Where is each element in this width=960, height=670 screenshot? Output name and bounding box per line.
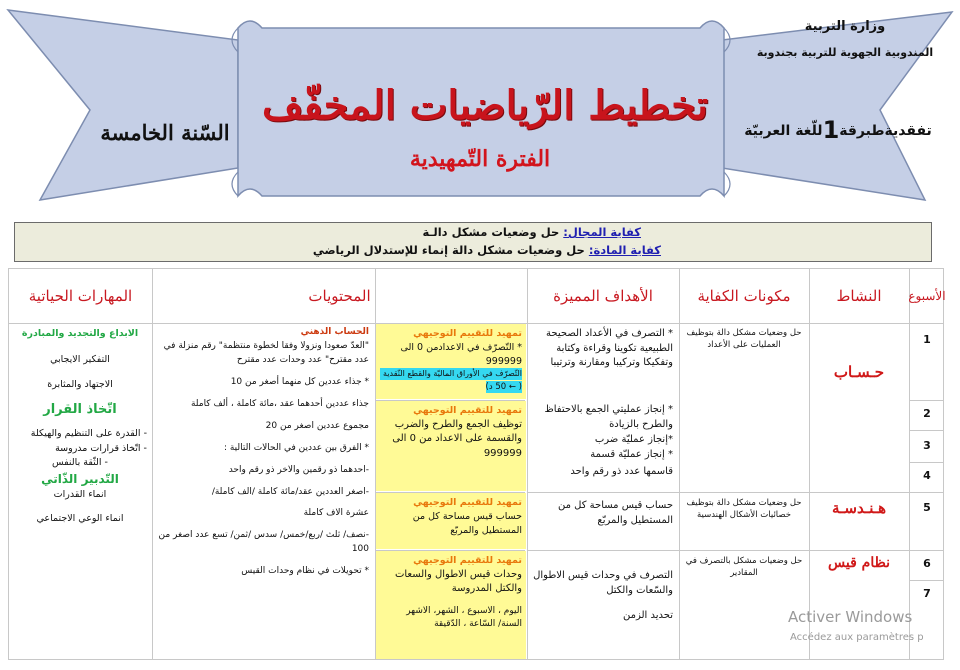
domain-competency-label: كفاية المجال: bbox=[563, 225, 641, 239]
component-measurement: حل وضعيات مشكل بالتصرف في المقادير bbox=[685, 556, 803, 579]
mental-math-line: "العدّ صعودا ونزولا وفقا لخطوة منتظمة" رقم منزلة في عدد مقترح" عدد وحدات عدد مقترح bbox=[163, 340, 369, 365]
planning-table bbox=[8, 268, 944, 660]
row-divider bbox=[909, 462, 943, 463]
header-weeks: الأسبوع bbox=[908, 289, 946, 303]
objective-divide: * إنجاز عمليّة قسمة bbox=[590, 449, 673, 460]
activity-measurement: نظام قيس bbox=[828, 555, 890, 571]
mental-math-line: * الفرق بين عددين في الحالات التالية : bbox=[223, 442, 369, 453]
objective-time: تحديد الزمن bbox=[622, 610, 673, 621]
page-title: تخطيط الرّياضيات المخفّف bbox=[261, 82, 709, 129]
life-skill-item: التفكير الايجابي bbox=[50, 354, 110, 366]
col-divider bbox=[909, 269, 910, 659]
method-mid: طبرقة bbox=[839, 123, 885, 139]
mental-math-line: * تحويلات في نظام وحدات القيس bbox=[241, 566, 369, 577]
ministry-name: وزارة التربية bbox=[804, 19, 886, 34]
header-objectives: الأهداف المميزة bbox=[553, 287, 653, 305]
header-life-skills: المهارات الحياتية bbox=[28, 287, 133, 305]
objective-multiply: *إنجاز عمليّة ضرب bbox=[594, 434, 673, 445]
header-content: المحتويات bbox=[308, 287, 371, 305]
method-number: 1 bbox=[822, 116, 840, 144]
row-divider bbox=[909, 430, 943, 431]
objective-area: حساب قيس مساحة كل من المستطيل والمربّع bbox=[558, 500, 673, 526]
competency-box bbox=[14, 222, 932, 262]
col-divider bbox=[679, 269, 680, 659]
domain-competency bbox=[423, 225, 641, 239]
method-suffix: للّغة العربيّة bbox=[744, 123, 823, 139]
week-number: 6 bbox=[923, 557, 931, 570]
page-subtitle: الفترة التّمهيدية bbox=[409, 146, 551, 172]
header-activity: النشاط bbox=[836, 287, 882, 305]
mental-math-line: -نصف/ ثلث /ربع/خمس/ سدس /ثمن/ تسع عدد اصغر من 100 bbox=[158, 530, 369, 555]
row-divider bbox=[527, 550, 943, 551]
activation-watermark: Activer Windows bbox=[788, 608, 913, 626]
life-skill-item: انماء القدرات bbox=[53, 489, 107, 500]
component-arithmetic: حل وضعيات مشكل دالة بتوظيف العمليات على الأعداد bbox=[686, 328, 802, 351]
content-money-highlight: التّصرّف في الأوراق الماليّة والقطع النّقدية bbox=[380, 368, 522, 380]
diagnostic-tag: تمهيد للتقييم التوجيهي bbox=[413, 328, 522, 339]
activation-watermark-sub: Accédez aux paramètres p bbox=[790, 632, 924, 643]
content-block-numbers bbox=[376, 324, 526, 399]
life-skill-item: - القدرة على التنظيم والهيكلة bbox=[30, 428, 147, 440]
subject-competency-label: كفاية المادة: bbox=[588, 243, 661, 257]
objective-units: التصرف في وحدات قيس الاطوال والسّعات والكتل bbox=[533, 570, 673, 596]
content-units-text: وحدات قيس الاطوال والسعات والكتل المدروسة bbox=[394, 568, 522, 595]
content-mental-math bbox=[157, 326, 369, 579]
content-operations-text: توظيف الجمع والطرح والضرب والقسمة على الاعداد من 0 الى 999999 bbox=[392, 418, 522, 459]
row-divider bbox=[527, 492, 943, 493]
diagnostic-tag: تمهيد للتقييم التوجيهي bbox=[413, 497, 522, 508]
row-divider bbox=[909, 400, 943, 401]
week-number: 7 bbox=[923, 587, 931, 600]
col-divider bbox=[152, 269, 153, 659]
objective-divisor: قاسمها عدد ذو رقم واحد bbox=[570, 466, 673, 477]
content-block-operations bbox=[376, 401, 526, 491]
life-skill-item: انماء الوعي الاجتماعي bbox=[36, 513, 124, 525]
objective-add-sub: * إنجاز عمليتي الجمع بالاحتفاظ والطرح بالزيادة bbox=[544, 404, 673, 430]
mental-math-line: -احدهما ذو رقمين والاخر ذو رقم واحد bbox=[228, 464, 369, 475]
content-block-area bbox=[376, 493, 526, 549]
subject-competency-text: حل وضعيات مشكل دالة إنماء للإستدلال الرياضي bbox=[312, 243, 585, 257]
mental-math-line: -اصغر العددين عقد/مائة كاملة /الف كاملة/ bbox=[211, 486, 369, 497]
mental-math-line: مجموع عددين اصغر من 20 bbox=[265, 420, 369, 431]
activity-geometry: هـنـدسـة bbox=[831, 499, 887, 517]
life-skill-item: التّدبير الذّاتي bbox=[41, 472, 119, 486]
mental-math-line: * جذاء عددين كل منهما أصغر من 10 bbox=[230, 376, 369, 387]
mental-math-line: عشرة الاف كاملة bbox=[303, 508, 369, 519]
week-number: 5 bbox=[923, 501, 931, 514]
component-geometry: حل وضعيات مشكل دالة بتوظيف خصائيات الأشكال الهندسية bbox=[686, 498, 802, 521]
mental-math-line: جذاء عددين أحدهما عقد ،مائة كاملة ، ألف كاملة bbox=[190, 398, 369, 409]
content-time-text: اليوم ، الاسبوع ، الشهر، الاشهر السنة/ السّاعة ، الدّقيقة bbox=[406, 605, 522, 629]
grade-label: السّنة الخامسة bbox=[100, 120, 230, 145]
mental-math-title: الحساب الذهني bbox=[300, 327, 369, 337]
ministry-block bbox=[750, 18, 940, 60]
content-money-range: ( ← 50 د) bbox=[485, 381, 522, 392]
content-area-text: حساب قيس مساحة كل من المستطيل والمربّع bbox=[412, 510, 522, 536]
objective-numbers: * التصرف في الأعداد الصحيحة الطبيعية تكوينا وقراءة وكتابة وتفكيكا وتركيبا ومقارنة وترتيبا bbox=[546, 328, 673, 368]
life-skill-item: اتّخاذ القرار bbox=[43, 401, 117, 417]
diagnostic-tag: تمهيد للتقييم التوجيهي bbox=[413, 555, 522, 566]
col-divider bbox=[527, 269, 528, 659]
life-skills-list bbox=[13, 327, 147, 527]
row-divider bbox=[909, 580, 943, 581]
life-skill-item: الابداع والتجديد والمبادرة bbox=[21, 328, 139, 339]
col-divider bbox=[809, 269, 810, 659]
subject-competency bbox=[313, 243, 661, 257]
life-skill-item: - الثّقة بالنفس bbox=[52, 456, 108, 468]
inspection-block bbox=[738, 112, 938, 148]
header-banner bbox=[0, 0, 960, 215]
domain-competency-text: حل وضعيات مشكل دالـة bbox=[422, 225, 560, 239]
activity-arithmetic: حـسـاب bbox=[833, 363, 885, 381]
life-skill-item: الاجتهاد والمثابرة bbox=[47, 378, 113, 390]
directorate-name: المندوبية الجهوية للتربية بجندوبة bbox=[756, 45, 934, 59]
header-components: مكونات الكفاية bbox=[697, 287, 791, 305]
content-numbers-title: * التّصرّف في الاعدادمن 0 الى 999999 bbox=[400, 341, 522, 367]
week-number: 3 bbox=[923, 439, 931, 452]
method-prefix: تفقدية bbox=[884, 123, 932, 139]
life-skill-item: - اتّخاذ قرارات مدروسة bbox=[55, 442, 147, 454]
diagnostic-tag: تمهيد للتقييم التوجيهي bbox=[413, 405, 522, 416]
content-block-units bbox=[376, 551, 526, 659]
week-number: 2 bbox=[923, 407, 931, 420]
week-number: 4 bbox=[923, 469, 931, 482]
week-number: 1 bbox=[923, 333, 931, 346]
